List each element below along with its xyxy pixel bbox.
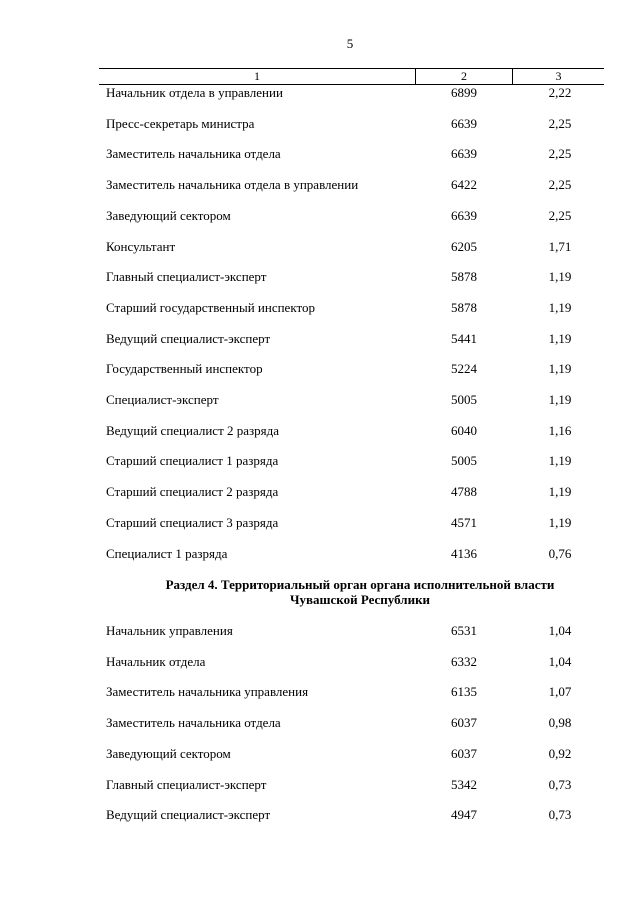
table-row: [0, 207, 640, 225]
col-2-value: 6040: [451, 422, 477, 438]
table-row: [0, 545, 640, 563]
position-name: Начальник отдела в управлении: [106, 85, 283, 100]
position-name: Специалист 1 разряда: [106, 545, 228, 561]
table-row: [0, 238, 640, 256]
col-3-value: 1,04: [548, 653, 572, 669]
position-name: Консультант: [106, 238, 176, 254]
section-4-title: [100, 577, 620, 607]
col-2-value: 5005: [451, 453, 477, 469]
position-name: Старший специалист 2 разряда: [106, 484, 279, 500]
col-3-value: 1,19: [548, 330, 572, 346]
position-name: Специалист-эксперт: [106, 392, 219, 407]
table-row: [0, 776, 640, 794]
section-4-title-line-1: Раздел 4. Территориальный орган органа исполнительной власти: [165, 577, 555, 592]
table-row: [0, 176, 640, 194]
table-row: [0, 268, 640, 286]
position-name: Заведующий сектором: [106, 207, 231, 223]
position-name: Начальник отдела: [106, 653, 206, 669]
col-3-value: 2,22: [548, 85, 572, 100]
col-2-value: 6531: [451, 623, 477, 638]
position-name: Ведущий специалист-эксперт: [106, 330, 271, 346]
col-2-value: 4571: [451, 514, 477, 530]
col-2-value: 5878: [451, 269, 477, 285]
table-row: [0, 299, 640, 317]
col-3-value: 0,76: [548, 545, 572, 561]
col-3-value: 1,19: [548, 269, 572, 285]
table-row: [0, 391, 640, 409]
col-3-value: 1,19: [548, 484, 572, 500]
position-name: Государственный инспектор: [106, 361, 263, 377]
table-row: [0, 360, 640, 378]
col-2-value: 4136: [451, 545, 477, 561]
col-2-value: 6899: [451, 85, 477, 100]
col-2-value: 6135: [451, 684, 477, 700]
table-row: [0, 653, 640, 671]
table-row: [0, 84, 640, 102]
page-number: 5: [346, 36, 354, 51]
col-2-value: 6422: [451, 177, 477, 193]
position-name: Старший специалист 1 разряда: [106, 453, 279, 469]
col-3-value: 2,25: [548, 207, 572, 223]
table-row: [0, 330, 640, 348]
table-row: [0, 622, 640, 640]
header-col-1: 1: [99, 69, 416, 84]
col-3-value: 0,92: [548, 745, 572, 761]
position-name: Пресс-секретарь министра: [106, 115, 255, 131]
col-2-value: 6037: [451, 715, 477, 731]
position-name: Заместитель начальника отдела: [106, 715, 281, 731]
col-2-value: 5342: [451, 776, 477, 792]
col-3-value: 2,25: [548, 146, 572, 162]
position-name: Ведущий специалист 2 разряда: [106, 422, 280, 438]
col-3-value: 1,04: [548, 623, 572, 638]
col-3-value: 1,71: [548, 238, 572, 254]
col-2-value: 4788: [451, 484, 477, 500]
col-2-value: 6037: [451, 745, 477, 761]
col-2-value: 5441: [451, 330, 477, 346]
col-3-value: 1,07: [548, 684, 572, 700]
position-name: Заведующий сектором: [106, 745, 231, 761]
col-3-value: 0,73: [548, 807, 572, 823]
position-name: Главный специалист-эксперт: [106, 269, 267, 285]
position-name: Начальник управления: [106, 623, 233, 638]
table-row: [0, 683, 640, 701]
section-4-title-line-2: Чувашской Республики: [289, 592, 431, 607]
col-3-value: 1,19: [548, 299, 572, 315]
col-3-value: 1,19: [548, 361, 572, 377]
position-name: Заместитель начальника отдела в управлении: [106, 177, 359, 193]
table-row: [0, 514, 640, 532]
position-name: Заместитель начальника отдела: [106, 146, 281, 162]
position-name: Старший государственный инспектор: [106, 299, 315, 315]
table-row: [0, 422, 640, 440]
col-3-value: 1,16: [548, 422, 572, 438]
col-3-value: 1,19: [548, 392, 572, 407]
table-row: [0, 115, 640, 133]
table-row: [0, 145, 640, 163]
col-3-value: 0,98: [548, 715, 572, 731]
col-3-value: 2,25: [548, 177, 572, 193]
position-name: Главный специалист-эксперт: [106, 776, 267, 792]
table-row: [0, 714, 640, 732]
position-name: Старший специалист 3 разряда: [106, 514, 279, 530]
col-3-value: 1,19: [548, 514, 572, 530]
col-2-value: 5878: [451, 299, 477, 315]
col-2-value: 4947: [451, 807, 477, 823]
position-name: Ведущий специалист-эксперт: [106, 807, 271, 823]
col-3-value: 2,25: [548, 115, 572, 131]
col-2-value: 6639: [451, 146, 477, 162]
header-col-3: 3: [555, 69, 562, 83]
col-3-value: 0,73: [548, 776, 572, 792]
table-row: [0, 483, 640, 501]
table-row: [0, 745, 640, 763]
col-2-value: 6639: [451, 207, 477, 223]
col-2-value: 5224: [451, 361, 477, 377]
col-2-value: 6639: [451, 115, 477, 131]
table-row: [0, 452, 640, 470]
header-col-2: 2: [416, 69, 513, 84]
col-2-value: 6205: [451, 238, 477, 254]
col-2-value: 6332: [451, 653, 477, 669]
position-name: Заместитель начальника управления: [106, 684, 309, 700]
table-row: [0, 806, 640, 824]
col-2-value: 5005: [451, 392, 477, 407]
col-3-value: 1,19: [548, 453, 572, 469]
table-header: [99, 68, 604, 85]
